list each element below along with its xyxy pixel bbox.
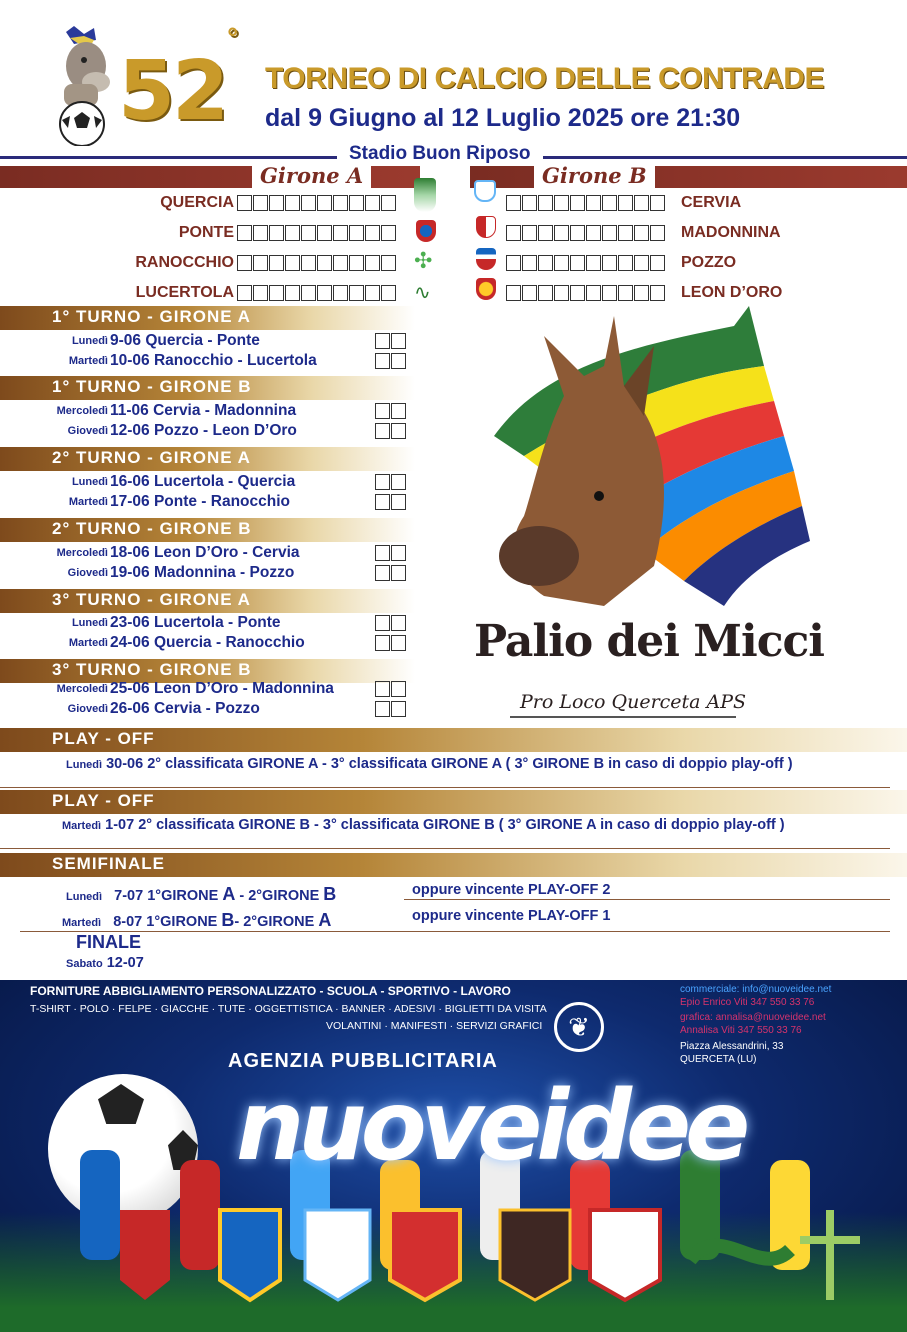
madonnina-crest-icon <box>476 216 496 238</box>
round-bar: 1° TURNO - GIRONE A <box>0 306 415 330</box>
team-name: LUCERTOLA <box>135 284 234 301</box>
score-boxes <box>375 333 406 349</box>
score-boxes <box>237 285 396 301</box>
round-bar: 3° TURNO - GIRONE B <box>0 659 415 683</box>
edition-number: 52° <box>118 23 237 139</box>
pozzo-crest-icon <box>476 248 496 270</box>
cervia-crest-icon <box>474 180 496 202</box>
ponte-crest-icon <box>416 220 436 242</box>
score-boxes <box>506 255 665 271</box>
pro-loco-subtitle: Pro Loco Querceta APS <box>520 691 747 713</box>
semifinal-row: Martedì 8-07 1°GIRONE B- 2°GIRONE A <box>62 910 332 930</box>
match-row: Martedì 24-06 Quercia - Ranocchio <box>0 633 420 653</box>
match-row: Mercoledì 11-06 Cervia - Madonnina <box>0 401 420 421</box>
divider <box>0 848 890 849</box>
contact-phone-1: Epio Enrico Viti 347 550 33 76 <box>680 997 815 1008</box>
tournament-dates: dal 9 Giugno al 12 Luglio 2025 ore 21:30 <box>265 104 741 132</box>
divider <box>0 787 890 788</box>
team-name: LEON D’ORO <box>681 284 783 301</box>
score-boxes <box>375 403 406 419</box>
score-boxes <box>375 681 406 697</box>
group-b-title: Girone B <box>534 164 655 188</box>
score-boxes <box>375 615 406 631</box>
palio-logo-title: Palio dei Micci <box>474 616 825 667</box>
divider <box>20 931 890 932</box>
match-row: Mercoledì 25-06 Leon D’Oro - Madonnina <box>0 679 420 699</box>
semifinal-alt: oppure vincente PLAY-OFF 2 <box>412 882 611 898</box>
score-boxes <box>375 474 406 490</box>
match-row: Lunedì 9-06 Quercia - Ponte <box>0 331 420 351</box>
semifinal-row: Lunedì 7-07 1°GIRONE A - 2°GIRONE B <box>66 884 337 904</box>
rounds-list <box>0 306 420 726</box>
divider <box>404 899 890 900</box>
semifinal-alt: oppure vincente PLAY-OFF 1 <box>412 908 611 924</box>
team-name: RANOCCHIO <box>135 254 234 271</box>
score-boxes <box>375 701 406 717</box>
ad-line-2: T-SHIRT · POLO · FELPE · GIACCHE · TUTE · OGGETTISTICA · BANNER · ADESIVI · BIGLIETTI DA VISITA <box>30 1003 547 1015</box>
match-row: Lunedì 16-06 Lucertola - Quercia <box>0 472 420 492</box>
address-line-2: QUERCETA (LU) <box>680 1054 757 1065</box>
match-row: Mercoledì 18-06 Leon D’Oro - Cervia <box>0 543 420 563</box>
playoff-row: Martedì 1-07 2° classificata GIRONE B - 3° classificata GIRONE B ( 3° GIRONE A in caso di doppio play-off ) <box>62 817 785 833</box>
score-boxes <box>375 423 406 439</box>
score-boxes <box>237 225 396 241</box>
score-boxes <box>375 635 406 651</box>
match-row: Martedì 10-06 Ranocchio - Lucertola <box>0 351 420 371</box>
palio-donkey-flags-icon <box>484 306 814 616</box>
team-name: POZZO <box>681 254 737 271</box>
playoff-bar: PLAY - OFF <box>0 790 907 814</box>
match-row: Giovedì 26-06 Cervia - Pozzo <box>0 699 420 719</box>
match-row: Martedì 17-06 Ponte - Ranocchio <box>0 492 420 512</box>
round-bar: 2° TURNO - GIRONE A <box>0 447 415 471</box>
divider <box>510 716 736 718</box>
nuoveidee-brand: nuoveidee <box>236 1070 745 1182</box>
agency-label: AGENZIA PUBBLICITARIA <box>228 1050 498 1072</box>
ad-line-3: VOLANTINI · MANIFESTI · SERVIZI GRAFICI <box>326 1020 543 1032</box>
team-name: MADONNINA <box>681 224 781 241</box>
team-name: QUERCIA <box>160 194 234 211</box>
round-bar: 1° TURNO - GIRONE B <box>0 376 415 400</box>
contact-phone-2: Annalisa Viti 347 550 33 76 <box>680 1025 802 1036</box>
quercia-crest-icon <box>414 178 436 212</box>
final-row: Sabato 12-07 <box>66 955 144 971</box>
match-row: Giovedì 12-06 Pozzo - Leon D’Oro <box>0 421 420 441</box>
final-title: FINALE <box>76 932 141 952</box>
match-row: Giovedì 19-06 Madonnina - Pozzo <box>0 563 420 583</box>
contact-commercial: commerciale: info@nuoveidee.net <box>680 984 832 995</box>
round-bar: 2° TURNO - GIRONE B <box>0 518 415 542</box>
playoff-row: Lunedì 30-06 2° classificata GIRONE A - 3° classificata GIRONE A ( 3° GIRONE B in caso di doppio play-off ) <box>66 756 793 772</box>
score-boxes <box>375 545 406 561</box>
score-boxes <box>237 195 396 211</box>
match-row: Lunedì 23-06 Lucertola - Ponte <box>0 613 420 633</box>
butterfly-logo-icon: ❦ <box>554 1002 604 1052</box>
round-bar: 3° TURNO - GIRONE A <box>0 589 415 613</box>
score-boxes <box>506 195 665 211</box>
score-boxes <box>375 565 406 581</box>
ranocchio-crest-icon: ✣ <box>414 248 433 273</box>
leon-doro-crest-icon <box>476 278 496 300</box>
lucertola-crest-icon: ∿ <box>414 282 431 304</box>
playoff-bar: PLAY - OFF <box>0 728 907 752</box>
score-boxes <box>375 353 406 369</box>
team-name: PONTE <box>178 224 234 241</box>
score-boxes <box>237 255 396 271</box>
semifinal-bar: SEMIFINALE <box>0 853 907 877</box>
score-boxes <box>506 285 665 301</box>
contact-graphic: grafica: annalisa@nuoveidee.net <box>680 1012 826 1023</box>
stadium-name: Stadio Buon Riposo <box>337 143 543 165</box>
group-a-title: Girone A <box>252 164 371 188</box>
mascot-donkey-icon <box>44 24 122 146</box>
tournament-title: TORNEO DI CALCIO DELLE CONTRADE <box>265 62 824 95</box>
ad-line-1: FORNITURE ABBIGLIAMENTO PERSONALIZZATO - SCUOLA - SPORTIVO - LAVORO <box>30 984 511 998</box>
score-boxes <box>506 225 665 241</box>
address-line-1: Piazza Alessandrini, 33 <box>680 1041 784 1052</box>
team-name: CERVIA <box>681 194 742 211</box>
score-boxes <box>375 494 406 510</box>
